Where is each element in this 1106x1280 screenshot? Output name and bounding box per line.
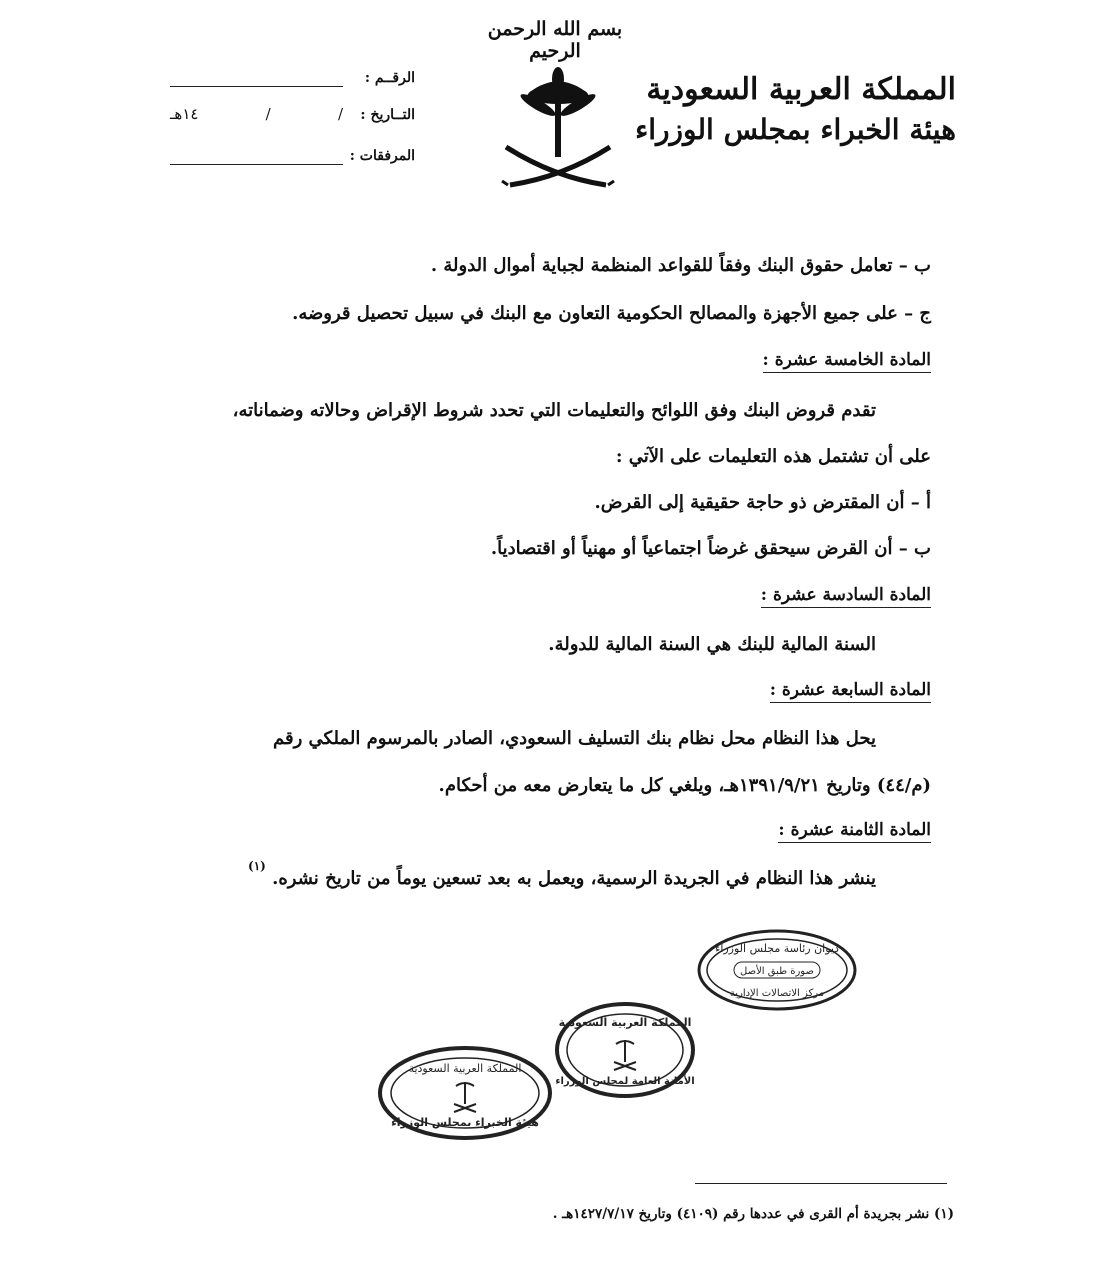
article-16-heading: المادة السادسة عشرة :	[761, 585, 931, 608]
article-15-item-b: ب – أن القرض سيحقق غرضاً اجتماعياً أو مهنياً أو اقتصادياً.	[490, 538, 931, 559]
article-17-para-2: (م/٤٤) وتاريخ ١٣٩١/٩/٢١هـ، ويلغي كل ما يتعارض معه من أحكام.	[438, 775, 931, 796]
article-15-heading: المادة الخامسة عشرة :	[763, 350, 931, 373]
date-slash-1: /	[337, 105, 343, 123]
diwan-stamp-mid: صورة طبق الأصل	[740, 966, 814, 977]
diwan-stamp-top: ديوان رئاسة مجلس الوزراء	[715, 942, 839, 955]
diwan-stamp	[696, 928, 858, 1012]
general-secretariat-stamp	[554, 1000, 696, 1100]
attachments-field	[170, 146, 415, 174]
article-18-para	[248, 859, 876, 889]
authority-name: هيئة الخبراء بمجلس الوزراء	[635, 113, 956, 146]
date-value	[170, 105, 343, 123]
kingdom-name: المملكة العربية السعودية	[646, 72, 956, 107]
experts-stamp-top: المملكة العربية السعودية	[408, 1062, 522, 1075]
attachments-line	[170, 164, 343, 165]
article-15-item-a: أ – أن المقترض ذو حاجة حقيقية إلى القرض.	[594, 492, 931, 513]
article-15-para-2: على أن تشتمل هذه التعليمات على الآتي :	[615, 446, 931, 467]
article-17-heading: المادة السابعة عشرة :	[770, 680, 931, 703]
clause-c: ج – على جميع الأجهزة والمصالح الحكومية التعاون مع البنك في سبيل تحصيل قروضه.	[292, 303, 931, 324]
number-label: الرقــم :	[364, 70, 415, 86]
general-stamp-bottom: الأمانة العامة لمجلس الوزراء	[555, 1076, 695, 1087]
attachments-label: المرفقات :	[349, 148, 415, 164]
experts-stamp	[377, 1044, 553, 1142]
general-stamp-top: المملكة العربية السعودية	[558, 1016, 692, 1029]
basmala: بسم الله الرحمن الرحيم	[487, 18, 623, 62]
number-field	[170, 68, 415, 96]
date-slash-2: /	[265, 105, 271, 123]
article-17-para-1: يحل هذا النظام محل نظام بنك التسليف السعودي، الصادر بالمرسوم الملكي رقم	[273, 728, 876, 749]
footnote-text: (١) نشر بجريدة أم القرى في عددها رقم (٤١٠٩) وتاريخ ١٤٢٧/٧/١٧هـ .	[552, 1206, 954, 1222]
date-field	[170, 105, 415, 133]
article-15-para-1: تقدم قروض البنك وفق اللوائح والتعليمات التي تحدد شروط الإقراض وحالاته وضماناته،	[232, 400, 876, 421]
clause-b: ب – تعامل حقوق البنك وفقاً للقواعد المنظمة لجباية أموال الدولة .	[430, 255, 931, 276]
number-line	[170, 86, 343, 87]
diwan-stamp-bottom: مركز الاتصالات الإدارية	[729, 988, 825, 999]
date-year: ١٤هـ	[170, 105, 199, 123]
footnote-reference: (١)	[248, 859, 266, 873]
article-16-para: السنة المالية للبنك هي السنة المالية للدولة.	[548, 634, 876, 655]
palm-swords-emblem	[498, 65, 618, 195]
letterhead	[635, 70, 956, 150]
date-label: التــاريخ :	[360, 107, 415, 123]
article-18-text: ينشر هذا النظام في الجريدة الرسمية، ويعمل به بعد تسعين يوماً من تاريخ نشره.	[272, 868, 876, 889]
article-18-heading: المادة الثامنة عشرة :	[778, 820, 931, 843]
experts-stamp-bottom: هيئة الخبراء بمجلس الوزراء	[391, 1116, 539, 1129]
footnote-separator	[695, 1183, 947, 1184]
